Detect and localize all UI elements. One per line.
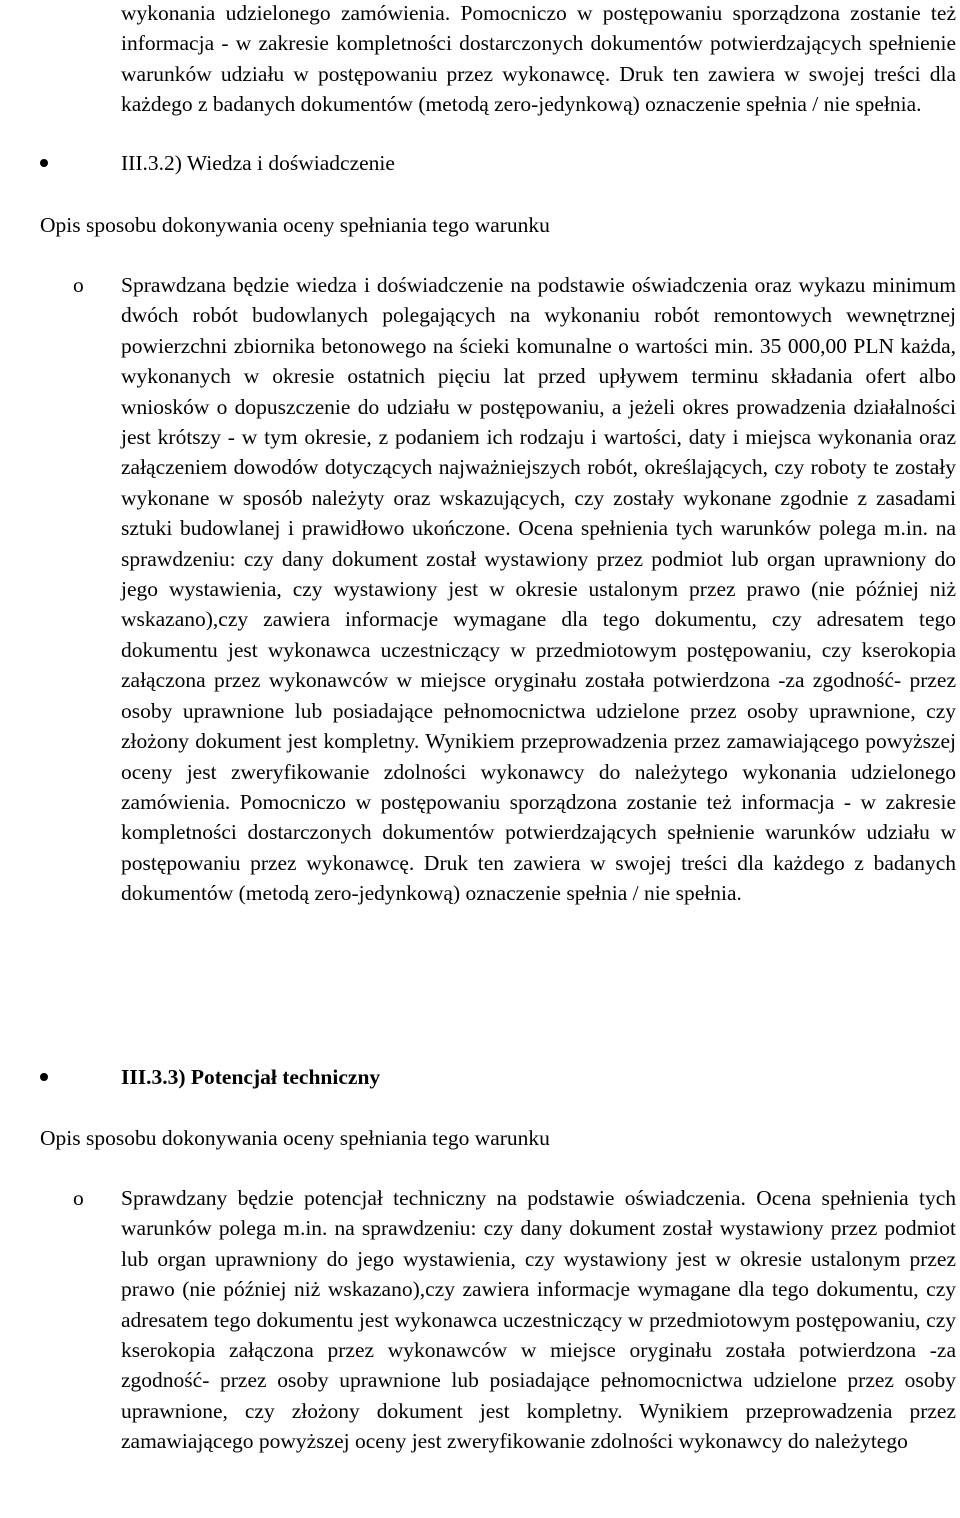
section-heading: Opis sposobu dokonywania oceny spełniania tego warunku <box>40 213 550 237</box>
section-title: III.3.3) Potencjał techniczny <box>121 1065 381 1089</box>
section-heading: Opis sposobu dokonywania oceny spełniania tego warunku <box>40 1126 550 1150</box>
bullet-dot-icon <box>40 159 48 167</box>
section-paragraph: Sprawdzany będzie potencjał techniczny na podstawie oświadczenia. Ocena spełnienia tych warunków polega m.in. na sprawdzeniu: czy dany dokument został wystawiony przez podmiot lub organ uprawniony do jego wystawienia, czy wystawiony jest w okresie ustalonym przez prawo (nie później niż wskazano),czy zawiera informacje wymagane dla tego dokumentu, czy adresatem tego dokumentu jest wykonawca uczestniczący w przedmiotowym postępowaniu, czy kserokopia załączona przez wykonawców w miejsce oryginału została potwierdzona -za zgodność- przez osoby uprawnione lub posiadające pełnomocnictwa udzielone przez osoby uprawnione, czy złożony dokument jest kompletny. Wynikiem przeprowadzenia przez zamawiającego powyższej oceny jest zweryfikowanie zdolności wykonawcy do należytego <box>121 1186 956 1454</box>
circle-bullet-icon: o <box>73 1186 84 1210</box>
circle-bullet-icon: o <box>73 273 84 297</box>
intro-paragraph: wykonania udzielonego zamówienia. Pomocniczo w postępowaniu sporządzona zostanie też informacja - w zakresie kompletności dostarczonych dokumentów potwierdzających spełnienie warunków udziału w postępowaniu przez wykonawcę. Druk ten zawiera w swojej treści dla każdego z badanych dokumentów (metodą zero-jedynkową) oznaczenie spełnia / nie spełnia. <box>121 1 956 117</box>
bullet-dot-icon <box>40 1073 48 1081</box>
section-bullet-wiedza <box>0 148 960 179</box>
section-paragraph: Sprawdzana będzie wiedza i doświadczenie na podstawie oświadczenia oraz wykazu minimum dwóch robót budowlanych polegających na wykonaniu robót remontowych wewnętrznej powierzchni zbiornika betonowego na ścieki komunalne o wartości min. 35 000,00 PLN każda, wykonanych w okresie ostatnich pięciu lat przed upływem terminu składania ofert albo wniosków o dopuszczenie do udziału w postępowaniu, a jeżeli okres prowadzenia działalności jest krótszy - w tym okresie, z podaniem ich rodzaju i wartości, daty i miejsca wykonania oraz załączeniem dowodów dotyczących najważniejszych robót, określających, czy roboty te zostały wykonane w sposób należyty oraz wskazujących, czy zostały wykonane zgodnie z zasadami sztuki budowlanej i prawidłowo ukończone. Ocena spełnienia tych warunków polega m.in. na sprawdzeniu: czy dany dokument został wystawiony przez podmiot lub organ uprawniony do jego wystawienia, czy wystawiony jest w okresie ustalonym przez prawo (nie później niż wskazano),czy zawiera informacje wymagane dla tego dokumentu, czy adresatem tego dokumentu jest wykonawca uczestniczący w przedmiotowym postępowaniu, czy kserokopia załączona przez wykonawców w miejsce oryginału została potwierdzona -za zgodność- przez osoby uprawnione lub posiadające pełnomocnictwa udzielone przez osoby uprawnione, czy złożony dokument jest kompletny. Wynikiem przeprowadzenia przez zamawiającego powyższej oceny jest zweryfikowanie zdolności wykonawcy do należytego wykonania udzielonego zamówienia. Pomocniczo w postępowaniu sporządzona zostanie też informacja - w zakresie kompletności dostarczonych dokumentów potwierdzających spełnienie warunków udziału w postępowaniu przez wykonawcę. Druk ten zawiera w swojej treści dla każdego z badanych dokumentów (metodą zero-jedynkową) oznaczenie spełnia / nie spełnia. <box>121 273 956 906</box>
section-bullet-potencjal <box>0 1062 960 1093</box>
section-title: III.3.2) Wiedza i doświadczenie <box>121 151 395 175</box>
